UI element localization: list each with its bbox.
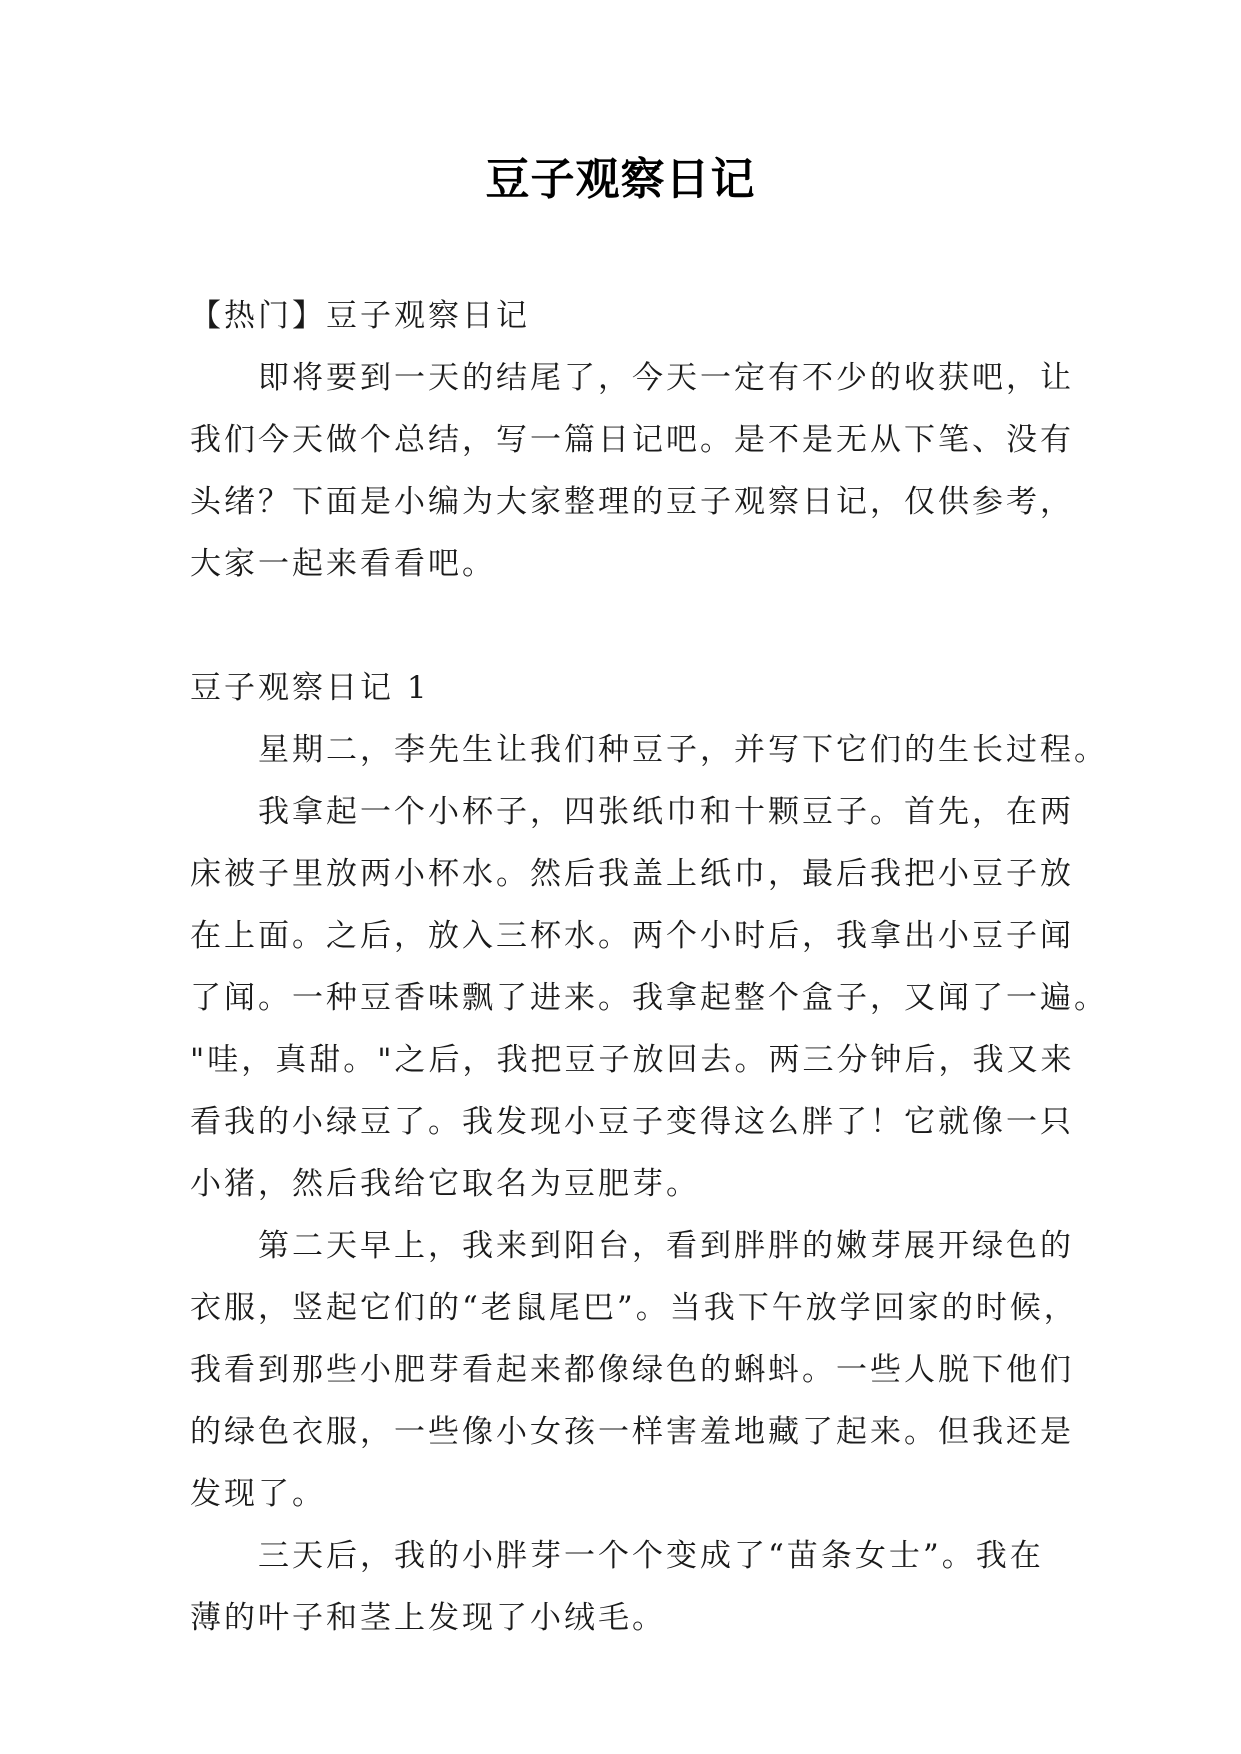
blank-line — [190, 595, 1050, 657]
document-body — [190, 285, 1108, 1649]
text-line: "哇，真甜。"之后，我把豆子放回去。两三分钟后，我又来 — [190, 1042, 1075, 1078]
text-line: 豆子观察日记 1 — [190, 670, 430, 706]
text-line: 【热门】豆子观察日记 — [190, 298, 530, 334]
document-title: 豆子观察日记 — [485, 154, 756, 205]
text-line: 薄的叶子和茎上发现了小绒毛。 — [190, 1600, 666, 1636]
text-line: 在上面。之后，放入三杯水。两个小时后，我拿出小豆子闻 — [190, 918, 1074, 954]
text-line: 我看到那些小肥芽看起来都像绿色的蝌蚪。一些人脱下他们 — [190, 1352, 1074, 1388]
text-line: 即将要到一天的结尾了，今天一定有不少的收获吧，让 — [258, 360, 1074, 396]
text-line: 三天后，我的小胖芽一个个变成了“苗条女士”。我在 — [258, 1538, 1044, 1574]
text-line: 第二天早上，我来到阳台，看到胖胖的嫩芽展开绿色的 — [258, 1228, 1074, 1264]
text-line: 大家一起来看看吧。 — [190, 546, 496, 582]
text-line: 我们今天做个总结，写一篇日记吧。是不是无从下笔、没有 — [190, 422, 1074, 458]
text-line: 头绪？下面是小编为大家整理的豆子观察日记，仅供参考， — [190, 484, 1074, 520]
text-line: 衣服，竖起它们的“老鼠尾巴”。当我下午放学回家的时候， — [190, 1290, 1078, 1326]
text-line: 我拿起一个小杯子，四张纸巾和十颗豆子。首先，在两 — [258, 794, 1074, 830]
text-line: 小猪，然后我给它取名为豆肥芽。 — [190, 1166, 700, 1202]
text-line: 了闻。一种豆香味飘了进来。我拿起整个盒子，又闻了一遍。 — [190, 980, 1108, 1016]
text-line: 发现了。 — [190, 1476, 326, 1512]
text-line: 的绿色衣服，一些像小女孩一样害羞地藏了起来。但我还是 — [190, 1414, 1074, 1450]
text-line: 床被子里放两小杯水。然后我盖上纸巾，最后我把小豆子放 — [190, 856, 1074, 892]
text-line: 看我的小绿豆了。我发现小豆子变得这么胖了！它就像一只 — [190, 1104, 1074, 1140]
text-line: 星期二，李先生让我们种豆子，并写下它们的生长过程。 — [258, 732, 1108, 768]
